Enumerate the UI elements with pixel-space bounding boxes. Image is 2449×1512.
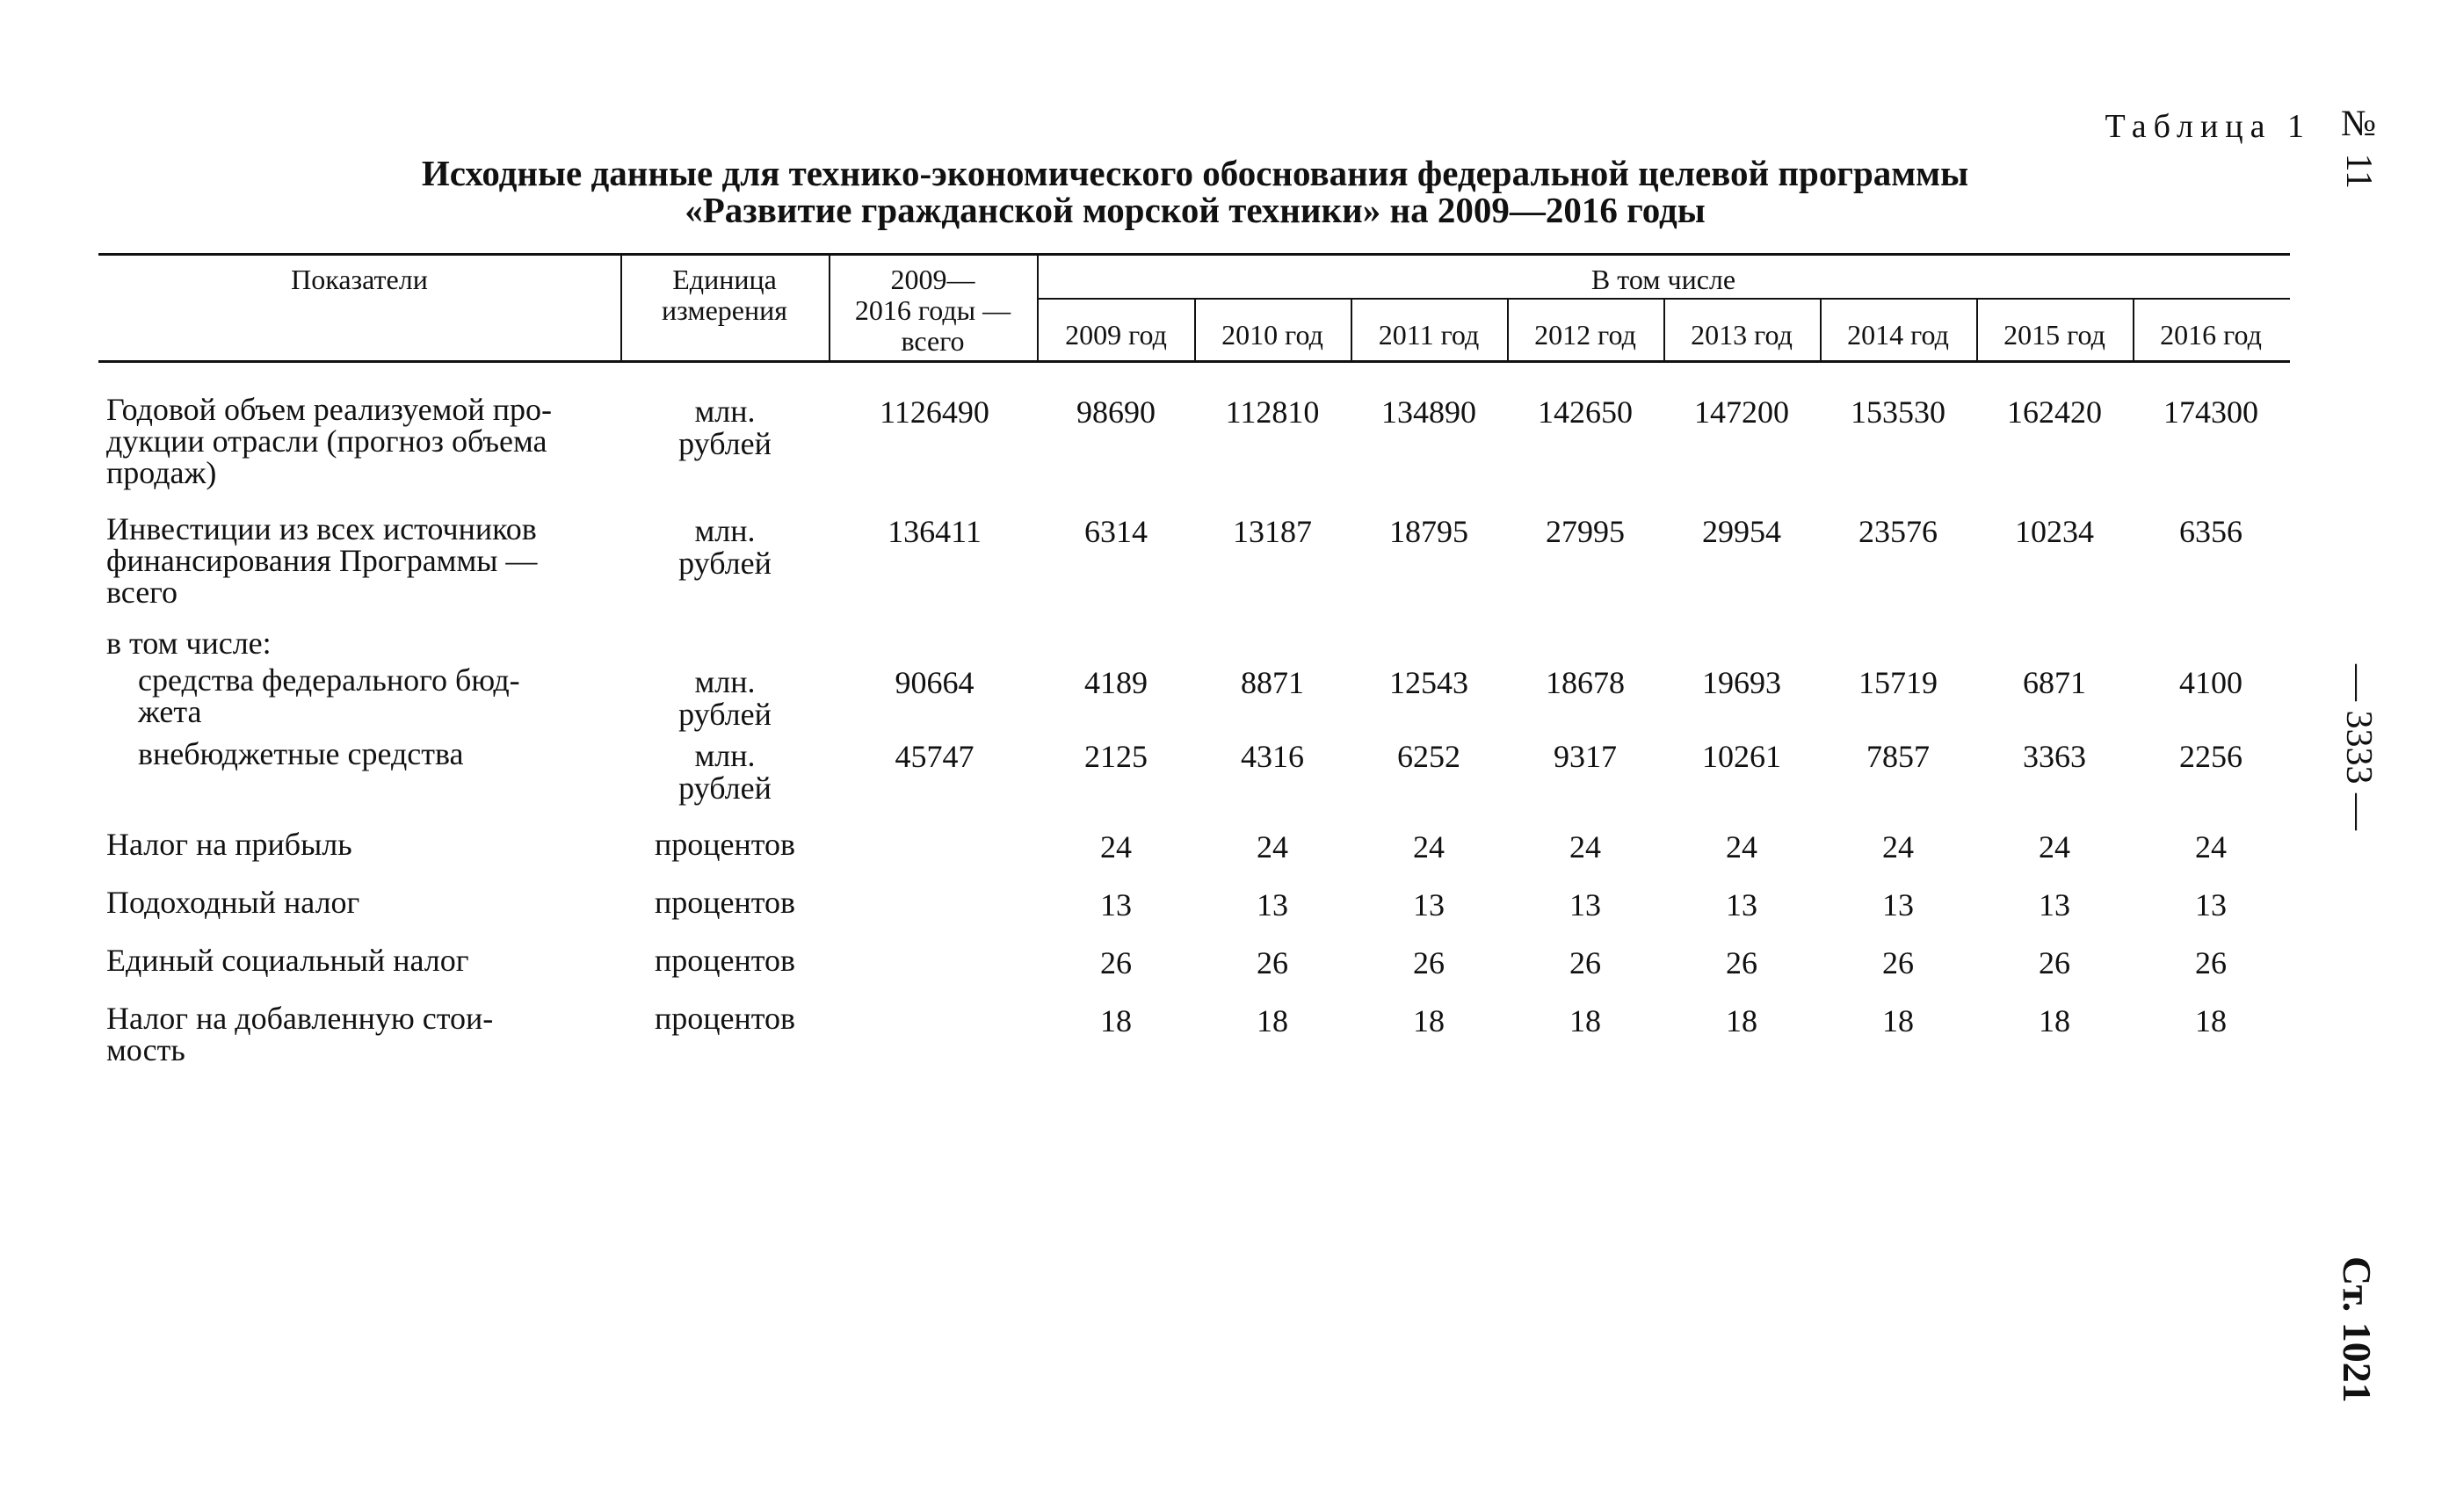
- indicator-line: жета: [138, 694, 202, 729]
- indicator-line: Инвестиции из всех источников: [106, 511, 537, 546]
- row-indicator: [106, 886, 598, 918]
- indicator-line: Налог на добавленную стои-: [106, 1001, 494, 1036]
- row-value: 13: [1882, 887, 1914, 922]
- header-total-line-2: 2016 годы —: [854, 294, 1011, 326]
- row-value: 26: [1257, 945, 1288, 980]
- including-label: в том числе:: [106, 626, 272, 661]
- row-value: 2125: [1084, 739, 1148, 774]
- indicator-line: дукции отрасли (прогноз объема: [106, 423, 547, 459]
- row-total: 45747: [895, 739, 975, 774]
- header-year: 2010 год: [1221, 319, 1323, 351]
- row-unit: [624, 740, 826, 805]
- row-value: 13: [1413, 887, 1445, 922]
- row-value: 18: [1413, 1003, 1445, 1038]
- row-value: 18: [1882, 1003, 1914, 1038]
- unit-line: млн.: [694, 664, 756, 699]
- row-value: 24: [1569, 829, 1601, 865]
- row-value: 26: [1726, 945, 1757, 980]
- unit-line: рублей: [678, 426, 772, 461]
- row-value: 24: [2039, 829, 2070, 865]
- table-title-line-1: Исходные данные для технико-экономического обоснования федеральной целевой программы: [421, 153, 1969, 193]
- row-value: 24: [1100, 829, 1132, 865]
- table-row: [0, 885, 2449, 922]
- row-value: 98690: [1076, 394, 1156, 430]
- row-value: 153530: [1851, 394, 1945, 430]
- row-unit: [624, 515, 826, 580]
- row-value: 26: [1569, 945, 1601, 980]
- row-total: 90664: [895, 665, 975, 700]
- row-value: 24: [1726, 829, 1757, 865]
- unit-line: млн.: [694, 513, 756, 548]
- row-value: 18: [1726, 1003, 1757, 1038]
- indicator-line: Подоходный налог: [106, 885, 360, 920]
- unit-line: рублей: [678, 697, 772, 732]
- indicator-line: Налог на прибыль: [106, 827, 352, 862]
- row-indicator: [106, 1002, 598, 1066]
- table-row: [0, 511, 2449, 610]
- header-year: 2015 год: [2003, 319, 2105, 351]
- header-including: В том числе: [1590, 264, 1736, 295]
- unit-line: процентов: [654, 1001, 796, 1036]
- row-value: 4189: [1084, 665, 1148, 700]
- row-value: 15719: [1858, 665, 1938, 700]
- row-value: 6314: [1084, 514, 1148, 549]
- unit-line: процентов: [654, 943, 796, 978]
- row-value: 13: [1257, 887, 1288, 922]
- row-value: 134890: [1381, 394, 1476, 430]
- header-total-line-3: всего: [901, 325, 965, 357]
- row-value: 174300: [2163, 394, 2258, 430]
- row-value: 26: [1100, 945, 1132, 980]
- row-value: 13: [1726, 887, 1757, 922]
- table-row: [0, 736, 2449, 806]
- row-value: 13187: [1233, 514, 1312, 549]
- header-year: 2011 год: [1378, 319, 1480, 351]
- row-value: 6356: [2179, 514, 2243, 549]
- row-value: 4100: [2179, 665, 2243, 700]
- row-value: 13: [1569, 887, 1601, 922]
- row-value: 24: [1882, 829, 1914, 865]
- table-row: [0, 1001, 2449, 1067]
- row-value: 7857: [1866, 739, 1930, 774]
- row-value: 112810: [1225, 394, 1320, 430]
- row-value: 10261: [1702, 739, 1781, 774]
- row-unit: [622, 886, 828, 919]
- row-indicator: [138, 664, 598, 727]
- row-value: 4316: [1241, 739, 1304, 774]
- row-unit: [624, 395, 826, 460]
- article-page: Ст. 1021: [2335, 1256, 2380, 1403]
- row-indicator: [106, 944, 598, 976]
- header-year: 2009 год: [1065, 319, 1167, 351]
- row-value: 18: [2039, 1003, 2070, 1038]
- row-value: 26: [1413, 945, 1445, 980]
- row-value: 13: [1100, 887, 1132, 922]
- row-value: 24: [1257, 829, 1288, 865]
- row-unit: [622, 944, 828, 977]
- table-label: Таблица 1: [2105, 108, 2311, 145]
- indicator-line: Годовой объем реализуемой про-: [106, 392, 552, 427]
- row-value: 24: [1413, 829, 1445, 865]
- row-unit: [622, 828, 828, 861]
- unit-line: рублей: [678, 546, 772, 581]
- indicator-line: мость: [106, 1032, 185, 1067]
- unit-line: процентов: [654, 827, 796, 862]
- row-value: 19693: [1702, 665, 1781, 700]
- row-value: 13: [2039, 887, 2070, 922]
- row-value: 13: [2195, 887, 2227, 922]
- row-total: 1126490: [880, 394, 989, 430]
- row-value: 18678: [1546, 665, 1625, 700]
- table-row: [0, 662, 2449, 732]
- row-value: 18: [1257, 1003, 1288, 1038]
- row-value: 18: [1100, 1003, 1132, 1038]
- page-number: — 3333 —: [2338, 664, 2379, 830]
- table-top-rule: [98, 253, 2290, 256]
- row-value: 27995: [1546, 514, 1625, 549]
- row-value: 8871: [1241, 665, 1304, 700]
- row-value: 18: [1569, 1003, 1601, 1038]
- row-value: 147200: [1694, 394, 1789, 430]
- row-value: 18795: [1389, 514, 1468, 549]
- unit-line: млн.: [694, 738, 756, 773]
- row-value: 26: [1882, 945, 1914, 980]
- indicator-line: средства федерального бюд-: [138, 662, 520, 698]
- header-unit: [620, 264, 829, 326]
- row-value: 9317: [1554, 739, 1617, 774]
- row-value: 3363: [2023, 739, 2086, 774]
- row-value: 23576: [1858, 514, 1938, 549]
- row-indicator: [106, 513, 598, 608]
- row-value: 29954: [1702, 514, 1781, 549]
- indicator-line: продаж): [106, 455, 217, 490]
- unit-line: процентов: [654, 885, 796, 920]
- header-indicators: Показатели: [291, 264, 428, 295]
- row-indicator: [138, 738, 598, 770]
- row-value: 142650: [1538, 394, 1633, 430]
- header-year: 2012 год: [1534, 319, 1636, 351]
- header-year: 2014 год: [1847, 319, 1949, 351]
- row-indicator: [106, 394, 598, 488]
- row-value: 162420: [2007, 394, 2102, 430]
- header-unit-line-2: измерения: [662, 294, 787, 326]
- row-value: 24: [2195, 829, 2227, 865]
- unit-line: рублей: [678, 770, 772, 806]
- row-total: 136411: [888, 514, 982, 549]
- row-value: 6871: [2023, 665, 2086, 700]
- row-value: 18: [2195, 1003, 2227, 1038]
- issue-number: № 11: [2338, 104, 2379, 189]
- unit-line: млн.: [694, 394, 756, 429]
- table-row: [0, 943, 2449, 980]
- header-total-line-1: 2009—: [890, 264, 975, 295]
- row-value: 26: [2039, 945, 2070, 980]
- row-unit: [624, 666, 826, 731]
- indicator-line: финансирования Программы —: [106, 543, 538, 578]
- indicator-line: Единый социальный налог: [106, 943, 469, 978]
- row-value: 12543: [1389, 665, 1468, 700]
- row-value: 6252: [1397, 739, 1460, 774]
- table-title-line-2: «Развитие гражданской морской техники» на 2009—2016 годы: [685, 190, 1706, 230]
- row-value: 10234: [2015, 514, 2094, 549]
- row-unit: [622, 1002, 828, 1035]
- header-unit-line-1: Единица: [672, 264, 777, 295]
- row-indicator: [106, 828, 598, 860]
- row-value: 26: [2195, 945, 2227, 980]
- header-year: 2013 год: [1691, 319, 1793, 351]
- row-value: 2256: [2179, 739, 2243, 774]
- indicator-line: внебюджетные средства: [138, 736, 464, 771]
- header-total: [829, 264, 1037, 357]
- table-row: [0, 827, 2449, 865]
- indicator-line: всего: [106, 575, 178, 610]
- table-title: [97, 155, 2293, 228]
- header-year: 2016 год: [2160, 319, 2262, 351]
